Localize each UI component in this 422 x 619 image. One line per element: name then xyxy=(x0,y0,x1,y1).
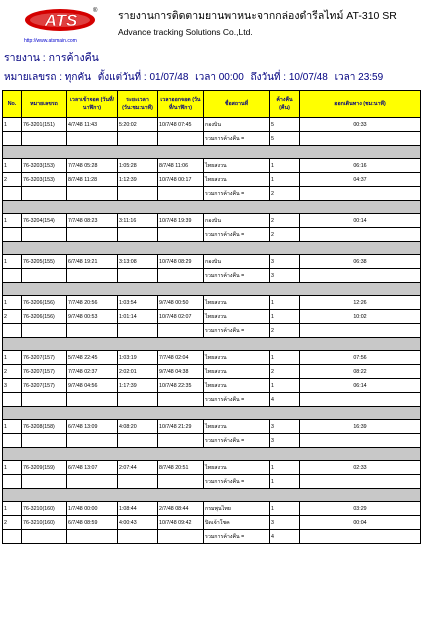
table-cell: 1 xyxy=(3,502,22,516)
subtotal-row xyxy=(3,530,421,544)
empty-cell xyxy=(300,393,421,407)
col-header: ชื่อสถานที่ xyxy=(204,91,270,118)
table-cell: ไทยสงวน xyxy=(204,379,270,393)
empty-cell xyxy=(118,187,158,201)
table-cell: 06:16 xyxy=(300,159,421,173)
table-cell: 10/7/48 02:07 xyxy=(158,310,204,324)
empty-cell xyxy=(300,434,421,448)
subtotal-row xyxy=(3,434,421,448)
col-header: เวลาออกจอด (วันที่/นาฬิกา) xyxy=(158,91,204,118)
svg-text:ATS: ATS xyxy=(44,11,78,30)
table-row xyxy=(3,516,421,530)
table-cell: 1 xyxy=(270,173,300,187)
table-cell: 3 xyxy=(270,255,300,269)
table-cell: 1 xyxy=(270,351,300,365)
table-cell: 9/7/48 04:38 xyxy=(158,365,204,379)
table-cell: ไทยสงวน xyxy=(204,159,270,173)
table-cell: 1 xyxy=(3,296,22,310)
separator-cell xyxy=(3,448,421,461)
empty-cell xyxy=(158,132,204,146)
group-separator xyxy=(3,242,421,255)
svg-text:®: ® xyxy=(93,8,98,14)
table-cell: 3 xyxy=(3,379,22,393)
table-header-row xyxy=(3,91,421,118)
table-cell: 6/7/48 19:21 xyxy=(67,255,118,269)
empty-cell xyxy=(3,228,22,242)
empty-cell xyxy=(67,434,118,448)
table-cell: 2 xyxy=(270,214,300,228)
table-cell: 76-3203(153) xyxy=(22,173,67,187)
table-cell: ไทยสงวน xyxy=(204,351,270,365)
empty-cell xyxy=(67,393,118,407)
table-cell: 5 xyxy=(270,118,300,132)
table-cell: 8/7/48 20:51 xyxy=(158,461,204,475)
table-cell: 00:14 xyxy=(300,214,421,228)
table-cell: 76-3210(160) xyxy=(22,516,67,530)
table-cell: 76-3209(159) xyxy=(22,461,67,475)
table-cell: ไทยสงวน xyxy=(204,296,270,310)
empty-cell xyxy=(118,393,158,407)
subtotal-row xyxy=(3,228,421,242)
table-cell: 1 xyxy=(3,214,22,228)
table-cell: 1 xyxy=(3,118,22,132)
table-cell: 4/7/48 11:43 xyxy=(67,118,118,132)
table-cell: 1 xyxy=(270,159,300,173)
table-cell: 1 xyxy=(3,420,22,434)
table-row xyxy=(3,173,421,187)
empty-cell xyxy=(118,324,158,338)
table-cell: 6/7/48 08:59 xyxy=(67,516,118,530)
table-cell: 10/7/48 21:29 xyxy=(158,420,204,434)
table-cell: 7/7/48 05:28 xyxy=(67,159,118,173)
table-cell: 2 xyxy=(3,310,22,324)
table-cell: 10/7/48 09:42 xyxy=(158,516,204,530)
subtotal-row xyxy=(3,324,421,338)
empty-cell xyxy=(158,434,204,448)
table-cell: 16:39 xyxy=(300,420,421,434)
table-cell: 08:22 xyxy=(300,365,421,379)
empty-cell xyxy=(118,269,158,283)
table-cell: 2 xyxy=(3,173,22,187)
empty-cell xyxy=(300,475,421,489)
table-cell: 03:29 xyxy=(300,502,421,516)
table-cell: 10/7/48 00:17 xyxy=(158,173,204,187)
table-cell: 7/7/48 08:23 xyxy=(67,214,118,228)
table-row xyxy=(3,296,421,310)
subtotal-label: รวมการค้างคืน = xyxy=(204,187,270,201)
company-logo xyxy=(24,5,98,33)
table-cell: 3:11:16 xyxy=(118,214,158,228)
table-cell: ไทยสงวน xyxy=(204,461,270,475)
group-separator xyxy=(3,448,421,461)
table-cell: ไทยสงวน xyxy=(204,365,270,379)
table-row xyxy=(3,159,421,173)
empty-cell xyxy=(22,324,67,338)
table-cell: 2 xyxy=(3,365,22,379)
separator-cell xyxy=(3,407,421,420)
subtotal-label: รวมการค้างคืน = xyxy=(204,475,270,489)
table-cell: 2 xyxy=(270,365,300,379)
table-cell: 7/7/48 02:04 xyxy=(158,351,204,365)
col-header: ระยะเวลา (วัน:ชม:นาที) xyxy=(118,91,158,118)
table-cell: 8/7/48 11:28 xyxy=(67,173,118,187)
empty-cell xyxy=(300,530,421,544)
empty-cell xyxy=(158,530,204,544)
table-cell: 1:08:44 xyxy=(118,502,158,516)
table-row xyxy=(3,255,421,269)
empty-cell xyxy=(158,393,204,407)
table-cell: 76-3201(151) xyxy=(22,118,67,132)
table-cell: 10/7/48 22:35 xyxy=(158,379,204,393)
overnight-report-table xyxy=(2,90,421,544)
report-header xyxy=(0,0,422,92)
col-header: ออกเดินทาง (ชม:นาที) xyxy=(300,91,421,118)
table-row xyxy=(3,502,421,516)
table-cell: 1 xyxy=(3,461,22,475)
table-cell: ไทยสงวน xyxy=(204,310,270,324)
group-separator xyxy=(3,489,421,502)
table-row xyxy=(3,420,421,434)
table-cell: ไทยสงวน xyxy=(204,420,270,434)
table-cell: 10:02 xyxy=(300,310,421,324)
subtotal-row xyxy=(3,393,421,407)
table-cell: 1:03:19 xyxy=(118,351,158,365)
table-cell: 1 xyxy=(3,255,22,269)
table-row xyxy=(3,351,421,365)
table-cell: 1 xyxy=(270,296,300,310)
table-cell: 06:38 xyxy=(300,255,421,269)
subtotal-label: รวมการค้างคืน = xyxy=(204,132,270,146)
subtotal-value: 4 xyxy=(270,393,300,407)
table-cell: 1:05:28 xyxy=(118,159,158,173)
table-cell: 1:03:54 xyxy=(118,296,158,310)
table-cell: กรมพุนไทย xyxy=(204,502,270,516)
empty-cell xyxy=(22,269,67,283)
empty-cell xyxy=(118,475,158,489)
table-cell: 9/7/48 00:50 xyxy=(158,296,204,310)
subtotal-row xyxy=(3,269,421,283)
table-cell: 8/7/48 11:06 xyxy=(158,159,204,173)
col-header: No. xyxy=(3,91,22,118)
table-cell: 2:07:44 xyxy=(118,461,158,475)
table-cell: 04:37 xyxy=(300,173,421,187)
empty-cell xyxy=(300,269,421,283)
empty-cell xyxy=(67,228,118,242)
empty-cell xyxy=(3,530,22,544)
table-cell: 76-3206(156) xyxy=(22,310,67,324)
subtotal-value: 2 xyxy=(270,228,300,242)
table-row xyxy=(3,118,421,132)
from-date: ตั้งแต่วันที่ : 01/07/48 xyxy=(97,72,189,83)
table-cell: 6/7/48 13:07 xyxy=(67,461,118,475)
empty-cell xyxy=(300,187,421,201)
empty-cell xyxy=(67,187,118,201)
separator-cell xyxy=(3,146,421,159)
empty-cell xyxy=(3,475,22,489)
table-cell: 1 xyxy=(270,379,300,393)
table-cell: 10/7/48 08:29 xyxy=(158,255,204,269)
subtotal-value: 3 xyxy=(270,434,300,448)
table-cell: 4:00:43 xyxy=(118,516,158,530)
subtotal-label: รวมการค้างคืน = xyxy=(204,228,270,242)
empty-cell xyxy=(300,324,421,338)
empty-cell xyxy=(67,475,118,489)
table-cell: 1:17:39 xyxy=(118,379,158,393)
table-cell: 76-3210(160) xyxy=(22,502,67,516)
empty-cell xyxy=(3,324,22,338)
subtotal-value: 2 xyxy=(270,324,300,338)
report-filter xyxy=(4,70,387,85)
group-separator xyxy=(3,338,421,351)
table-cell: 76-3205(155) xyxy=(22,255,67,269)
subtotal-row xyxy=(3,475,421,489)
table-cell: 2 xyxy=(3,516,22,530)
empty-cell xyxy=(67,269,118,283)
subtotal-label: รวมการค้างคืน = xyxy=(204,530,270,544)
empty-cell xyxy=(158,187,204,201)
subtotal-value: 4 xyxy=(270,530,300,544)
table-cell: กองบิน xyxy=(204,118,270,132)
table-cell: 3 xyxy=(270,420,300,434)
empty-cell xyxy=(158,228,204,242)
subtotal-row xyxy=(3,187,421,201)
group-separator xyxy=(3,201,421,214)
vehicle-filter: หมายเลขรถ : ทุกคัน xyxy=(4,72,91,83)
empty-cell xyxy=(22,434,67,448)
table-cell: 5:20:02 xyxy=(118,118,158,132)
table-cell: 1 xyxy=(270,310,300,324)
col-header: ค้างคืน (คืน) xyxy=(270,91,300,118)
empty-cell xyxy=(67,530,118,544)
logo-url: http://www.atsmain.com xyxy=(24,38,77,44)
subtotal-value: 1 xyxy=(270,475,300,489)
table-cell: 76-3207(157) xyxy=(22,365,67,379)
table-cell: 02:33 xyxy=(300,461,421,475)
table-cell: 1:01:14 xyxy=(118,310,158,324)
table-cell: 07:56 xyxy=(300,351,421,365)
subtotal-value: 5 xyxy=(270,132,300,146)
empty-cell xyxy=(158,475,204,489)
table-cell: ปิดเจ้าโชค xyxy=(204,516,270,530)
subtotal-label: รวมการค้างคืน = xyxy=(204,324,270,338)
empty-cell xyxy=(118,228,158,242)
separator-cell xyxy=(3,283,421,296)
group-separator xyxy=(3,407,421,420)
group-separator xyxy=(3,283,421,296)
table-cell: 76-3203(153) xyxy=(22,159,67,173)
table-cell: 1 xyxy=(270,461,300,475)
separator-cell xyxy=(3,201,421,214)
empty-cell xyxy=(67,132,118,146)
table-row xyxy=(3,310,421,324)
table-cell: กองบิน xyxy=(204,255,270,269)
empty-cell xyxy=(3,434,22,448)
subtotal-value: 3 xyxy=(270,269,300,283)
empty-cell xyxy=(158,324,204,338)
empty-cell xyxy=(67,324,118,338)
table-row xyxy=(3,379,421,393)
table-cell: 06:14 xyxy=(300,379,421,393)
col-header: เวลาเข้าจอด (วันที่/นาฬิกา) xyxy=(67,91,118,118)
table-row xyxy=(3,461,421,475)
subtotal-value: 2 xyxy=(270,187,300,201)
to-time: เวลา 23:59 xyxy=(334,72,384,83)
table-cell: 1 xyxy=(3,351,22,365)
table-cell: 9/7/48 00:53 xyxy=(67,310,118,324)
table-cell: กองบิน xyxy=(204,214,270,228)
table-cell: 3 xyxy=(270,516,300,530)
empty-cell xyxy=(22,530,67,544)
table-cell: 1/7/48 00:00 xyxy=(67,502,118,516)
table-cell: 9/7/48 04:56 xyxy=(67,379,118,393)
subtotal-row xyxy=(3,132,421,146)
separator-cell xyxy=(3,242,421,255)
table-cell: 7/7/48 02:37 xyxy=(67,365,118,379)
empty-cell xyxy=(22,393,67,407)
subtotal-label: รวมการค้างคืน = xyxy=(204,269,270,283)
table-cell: 5/7/48 22:45 xyxy=(67,351,118,365)
table-cell: 6/7/48 13:09 xyxy=(67,420,118,434)
empty-cell xyxy=(118,434,158,448)
report-title-thai: รายงานการติดตามยานพาหนะจากกล่องดำรีลไทม์ AT-310 SR xyxy=(118,10,397,22)
table-cell: 12:26 xyxy=(300,296,421,310)
table-cell: 3:13:08 xyxy=(118,255,158,269)
table-cell: 4:08:20 xyxy=(118,420,158,434)
empty-cell xyxy=(118,530,158,544)
separator-cell xyxy=(3,338,421,351)
table-cell: 10/7/48 19:39 xyxy=(158,214,204,228)
table-cell: 2/7/48 08:44 xyxy=(158,502,204,516)
table-cell: 1 xyxy=(3,159,22,173)
subtotal-label: รวมการค้างคืน = xyxy=(204,393,270,407)
company-name: Advance tracking Solutions Co.,Ltd. xyxy=(118,27,253,37)
empty-cell xyxy=(3,269,22,283)
col-header: หมายเลขรถ xyxy=(22,91,67,118)
subtotal-label: รวมการค้างคืน = xyxy=(204,434,270,448)
table-cell: 76-3206(156) xyxy=(22,296,67,310)
separator-cell xyxy=(3,489,421,502)
table-cell: 10/7/48 07:45 xyxy=(158,118,204,132)
empty-cell xyxy=(3,393,22,407)
table-cell: 2:02:01 xyxy=(118,365,158,379)
empty-cell xyxy=(22,228,67,242)
empty-cell xyxy=(3,132,22,146)
empty-cell xyxy=(118,132,158,146)
table-cell: 1 xyxy=(270,502,300,516)
empty-cell xyxy=(3,187,22,201)
empty-cell xyxy=(22,187,67,201)
table-cell: 76-3208(158) xyxy=(22,420,67,434)
report-type: รายงาน : การค้างคืน xyxy=(4,52,99,64)
empty-cell xyxy=(22,475,67,489)
table-cell: 1:12:39 xyxy=(118,173,158,187)
group-separator xyxy=(3,146,421,159)
empty-cell xyxy=(300,132,421,146)
table-body xyxy=(3,118,421,544)
table-cell: 76-3207(157) xyxy=(22,351,67,365)
to-date: ถึงวันที่ : 10/07/48 xyxy=(250,72,328,83)
table-cell: 00:33 xyxy=(300,118,421,132)
table-cell: 00:04 xyxy=(300,516,421,530)
empty-cell xyxy=(22,132,67,146)
empty-cell xyxy=(158,269,204,283)
table-cell: ไทยสงวน xyxy=(204,173,270,187)
table-cell: 7/7/48 20:56 xyxy=(67,296,118,310)
table-cell: 76-3207(157) xyxy=(22,379,67,393)
empty-cell xyxy=(300,228,421,242)
table-cell: 76-3204(154) xyxy=(22,214,67,228)
from-time: เวลา 00:00 xyxy=(195,72,244,83)
table-row xyxy=(3,365,421,379)
table-row xyxy=(3,214,421,228)
